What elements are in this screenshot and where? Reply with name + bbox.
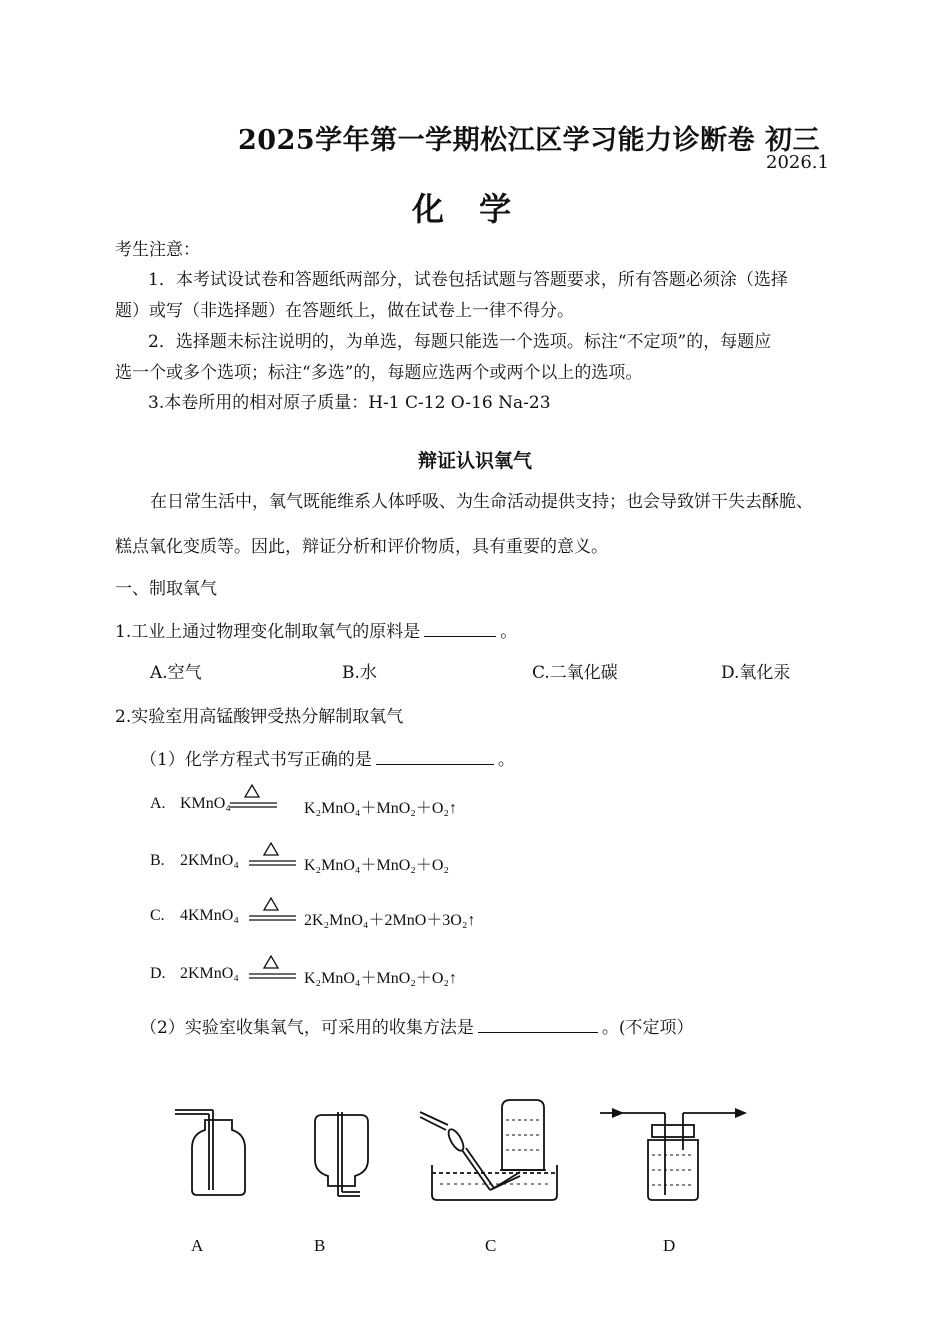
intro-line2: 糕点氧化变质等。因此，辩证分析和评价物质，具有重要的意义。 [115,537,608,557]
heat-condition-b [249,843,296,865]
eq-option-c-product: 2K₂MnO₄＋2MnO＋3O₂↑ [304,912,476,929]
apparatus-c-trough [420,1100,557,1200]
eq-option-c-reactant: 4KMnO₄ [180,907,239,924]
eq-option-d-reactant: 2KMnO₄ [180,965,239,982]
apparatus-b-bottle [315,1112,368,1196]
eq-option-a-label: A. [150,795,166,812]
eq-option-a-reactant: KMnO₄ [180,795,231,812]
q1-option-c: C.二氧化碳 [532,663,618,683]
exam-date: 2026.1 [766,152,829,173]
q2-stem: 2.实验室用高锰酸钾受热分解制取氧气 [115,707,404,727]
heat-condition-a [230,785,277,807]
q1-stem: 1.工业上通过物理变化制取氧气的原料是 [115,622,421,642]
notice-item1-line2: 题）或写（非选择题）在答题纸上，做在试卷上一律不得分。 [115,301,574,321]
notice-item2-line2: 选一个或多个选项；标注“多选”的，每题应选两个或两个以上的选项。 [115,363,643,383]
q1-option-b: B.水 [342,663,377,683]
heat-condition-c [249,898,296,920]
q2-sub2-answer-blank [478,1031,598,1033]
q1-option-a: A.空气 [150,663,202,683]
q2-sub1-end: 。 [497,750,515,770]
q1-end: 。 [500,622,518,642]
q2-sub2-stem: （2）实验室收集氧气，可采用的收集方法是 [140,1018,474,1038]
eq-option-d-product: K₂MnO₄＋MnO₂＋O₂↑ [304,970,457,987]
figure-label-b: B [314,1236,326,1255]
notice-item2-line1: 2．选择题未标注说明的，为单选，每题只能选一个选项。标注“不定项”的，每题应 [148,332,772,352]
notice-item3: 3.本卷所用的相对原子质量：H-1 C-12 O-16 Na-23 [148,393,551,413]
q2-sub2-end: 。(不定项） [601,1018,694,1038]
figure-label-a: A [191,1236,204,1255]
exam-title: 2025学年第一学期松江区学习能力诊断卷 初三 [238,125,821,156]
eq-option-d-label: D. [150,965,166,982]
figure-label-c: C [485,1236,497,1255]
subject-title: 化 学 [412,190,524,228]
heat-condition-d [249,956,296,978]
eq-option-b-label: B. [150,852,165,869]
q2-sub1-stem: （1）化学方程式书写正确的是 [140,750,372,770]
eq-option-b-product: K₂MnO₄＋MnO₂＋O₂ [304,857,449,874]
apparatus-d-bottle [600,1113,735,1200]
apparatus-a-bottle [175,1110,245,1195]
section-title: 辩证认识氧气 [417,450,532,472]
part1-heading: 一、制取氧气 [115,579,217,599]
q1-option-d: D.氧化汞 [721,663,791,683]
eq-option-c-label: C. [150,907,165,924]
intro-line1: 在日常生活中，氧气既能维系人体呼吸、为生命活动提供支持；也会导致饼干失去酥脆、 [150,492,813,512]
notice-heading: 考生注意： [115,240,200,260]
figure-label-d: D [663,1236,676,1255]
notice-item1-line1: 1．本考试设试卷和答题纸两部分，试卷包括试题与答题要求，所有答题必须涂（选择 [148,270,788,290]
eq-option-b-reactant: 2KMnO₄ [180,852,239,869]
q2-sub2-line [140,1013,693,1038]
eq-option-a-product: K₂MnO₄＋MnO₂＋O₂↑ [304,800,457,817]
